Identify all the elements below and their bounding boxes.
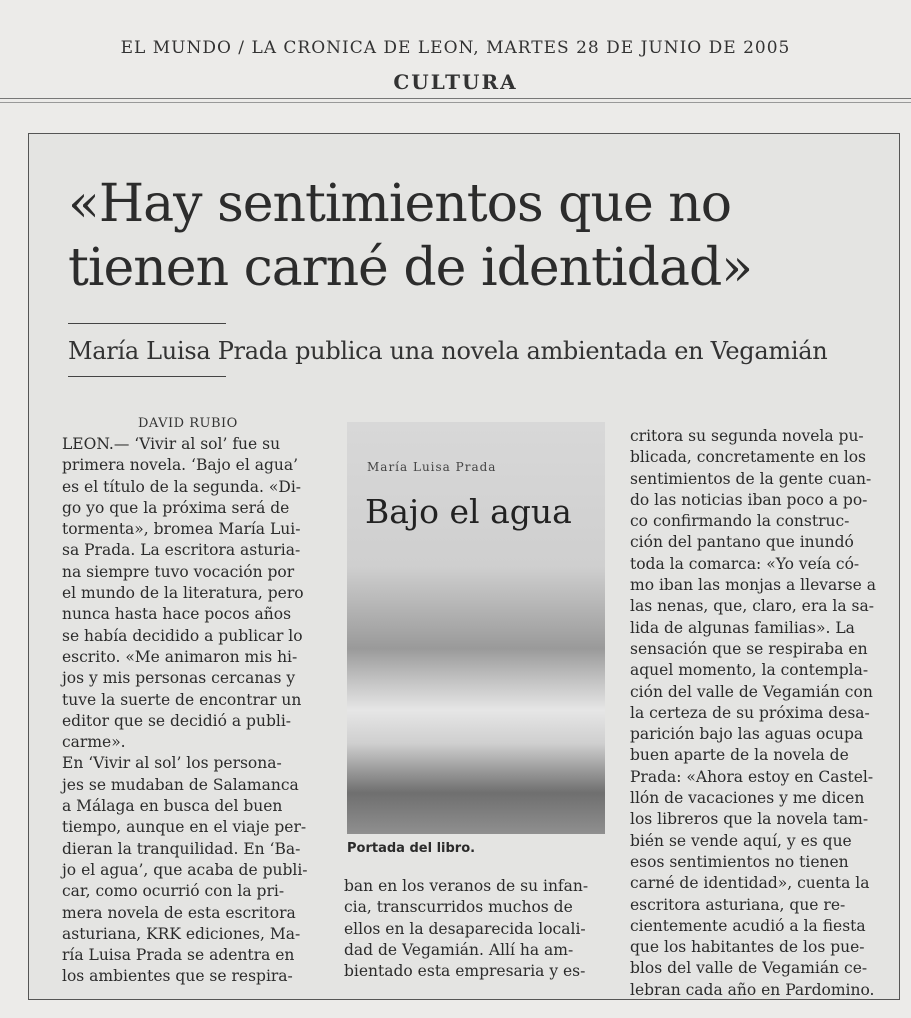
divider-lower	[68, 376, 226, 377]
text-line: mera novela de esta escritora	[62, 903, 296, 922]
header-rule-secondary	[0, 102, 911, 103]
masthead: EL MUNDO / LA CRONICA DE LEON, MARTES 28 DE JUNIO DE 2005	[120, 38, 791, 58]
text-line: nunca hasta hace pocos años	[62, 605, 292, 624]
text-line: sa Prada. La escritora asturia-	[62, 541, 301, 560]
text-line: carné de identidad», cuenta la	[630, 874, 870, 893]
photo-caption: Portada del libro.	[347, 841, 476, 856]
text-line: LEON.— ‘Vivir al sol’ fue su	[62, 435, 281, 453]
column-3	[630, 426, 892, 1001]
text-line: dad de Vegamián. Allí ha am-	[344, 940, 574, 959]
text-line: editor que se decidió a publi-	[62, 711, 292, 730]
text-line: es el título de la segunda. «Di-	[62, 477, 302, 496]
text-line: ría Luisa Prada se adentra en	[62, 946, 295, 965]
text-line: ellos en la desaparecida locali-	[344, 919, 586, 938]
divider-upper	[68, 323, 226, 324]
text-line: cientemente acudió a la fiesta	[630, 916, 866, 935]
text-line: parición bajo las aguas ocupa	[630, 725, 864, 744]
text-line: jes se mudaban de Salamanca	[62, 775, 299, 794]
text-line: buen aparte de la novela de	[630, 746, 849, 765]
text-line: co confirmando la construc-	[630, 512, 850, 531]
cover-author: María Luisa Prada	[367, 460, 497, 474]
text-line: escrito. «Me animaron mis hi-	[62, 647, 298, 666]
headline-line-2: tienen carné de identidad»	[68, 238, 753, 298]
text-line: go yo que la próxima será de	[62, 498, 290, 517]
column-1	[62, 434, 324, 988]
text-line: a Málaga en busca del buen	[62, 797, 283, 816]
byline: DAVID RUBIO	[138, 416, 238, 431]
text-line: aquel momento, la contempla-	[630, 661, 869, 680]
text-line: sentimientos de la gente cuan-	[630, 469, 872, 488]
text-line: esos sentimientos no tienen	[630, 852, 849, 871]
text-line: bientado esta empresaria y es-	[344, 962, 586, 981]
headline	[68, 172, 888, 300]
text-line: tormenta», bromea María Lui-	[62, 520, 301, 539]
text-line: ción del valle de Vegamián con	[630, 682, 873, 701]
text-line: tuve la suerte de encontrar un	[62, 690, 302, 709]
text-line: blos del valle de Vegamián ce-	[630, 959, 868, 978]
text-line: escritora asturiana, que re-	[630, 895, 846, 914]
text-line: llón de vacaciones y me dicen	[630, 789, 865, 808]
text-line: la certeza de su próxima desa-	[630, 703, 870, 722]
text-line: carme».	[62, 733, 126, 752]
book-cover-image	[347, 422, 605, 834]
text-line: bién se vende aquí, y es que	[630, 831, 852, 850]
text-line: mo iban las monjas a llevarse a	[630, 576, 876, 595]
text-line: Prada: «Ahora estoy en Castel-	[630, 767, 874, 786]
text-line: asturiana, KRK ediciones, Ma-	[62, 924, 301, 943]
text-line: los libreros que la novela tam-	[630, 810, 869, 829]
text-line: na siempre tuvo vocación por	[62, 562, 295, 581]
text-line: que los habitantes de los pue-	[630, 938, 865, 957]
header-rule	[0, 98, 911, 99]
subhead: María Luisa Prada publica una novela ambientada en Vegamián	[68, 337, 828, 365]
text-line: cia, transcurridos muchos de	[344, 898, 573, 917]
column-2	[344, 876, 606, 982]
text-line: las nenas, que, claro, era la sa-	[630, 597, 874, 616]
text-line: critora su segunda novela pu-	[630, 427, 864, 445]
section-title: CULTURA	[393, 70, 518, 94]
text-line: los ambientes que se respira-	[62, 967, 293, 986]
text-line: el mundo de la literatura, pero	[62, 584, 304, 603]
text-line: jos y mis personas cercanas y	[62, 669, 296, 688]
text-line: primera novela. ‘Bajo el agua’	[62, 456, 299, 475]
text-line: do las noticias iban poco a po-	[630, 490, 868, 509]
text-line: tiempo, aunque en el viaje per-	[62, 818, 307, 837]
text-line: ción del pantano que inundó	[630, 533, 854, 552]
text-line: lida de algunas familias». La	[630, 618, 855, 637]
text-line: se había decidido a publicar lo	[62, 626, 303, 645]
text-line: jo el agua’, que acaba de publi-	[62, 860, 308, 879]
text-line: car, como ocurrió con la pri-	[62, 882, 285, 901]
cover-title: Bajo el agua	[365, 492, 572, 531]
text-line: ban en los veranos de su infan-	[344, 877, 589, 895]
headline-line-1: «Hay sentimientos que no	[68, 174, 732, 234]
text-line: dieran la tranquilidad. En ‘Ba-	[62, 839, 301, 858]
text-line: sensación que se respiraba en	[630, 639, 868, 658]
text-line: blicada, concretamente en los	[630, 448, 867, 467]
text-line: lebran cada año en Pardomino.	[630, 980, 875, 999]
text-line: toda la comarca: «Yo veía có-	[630, 554, 860, 573]
text-line: En ‘Vivir al sol’ los persona-	[62, 754, 282, 773]
